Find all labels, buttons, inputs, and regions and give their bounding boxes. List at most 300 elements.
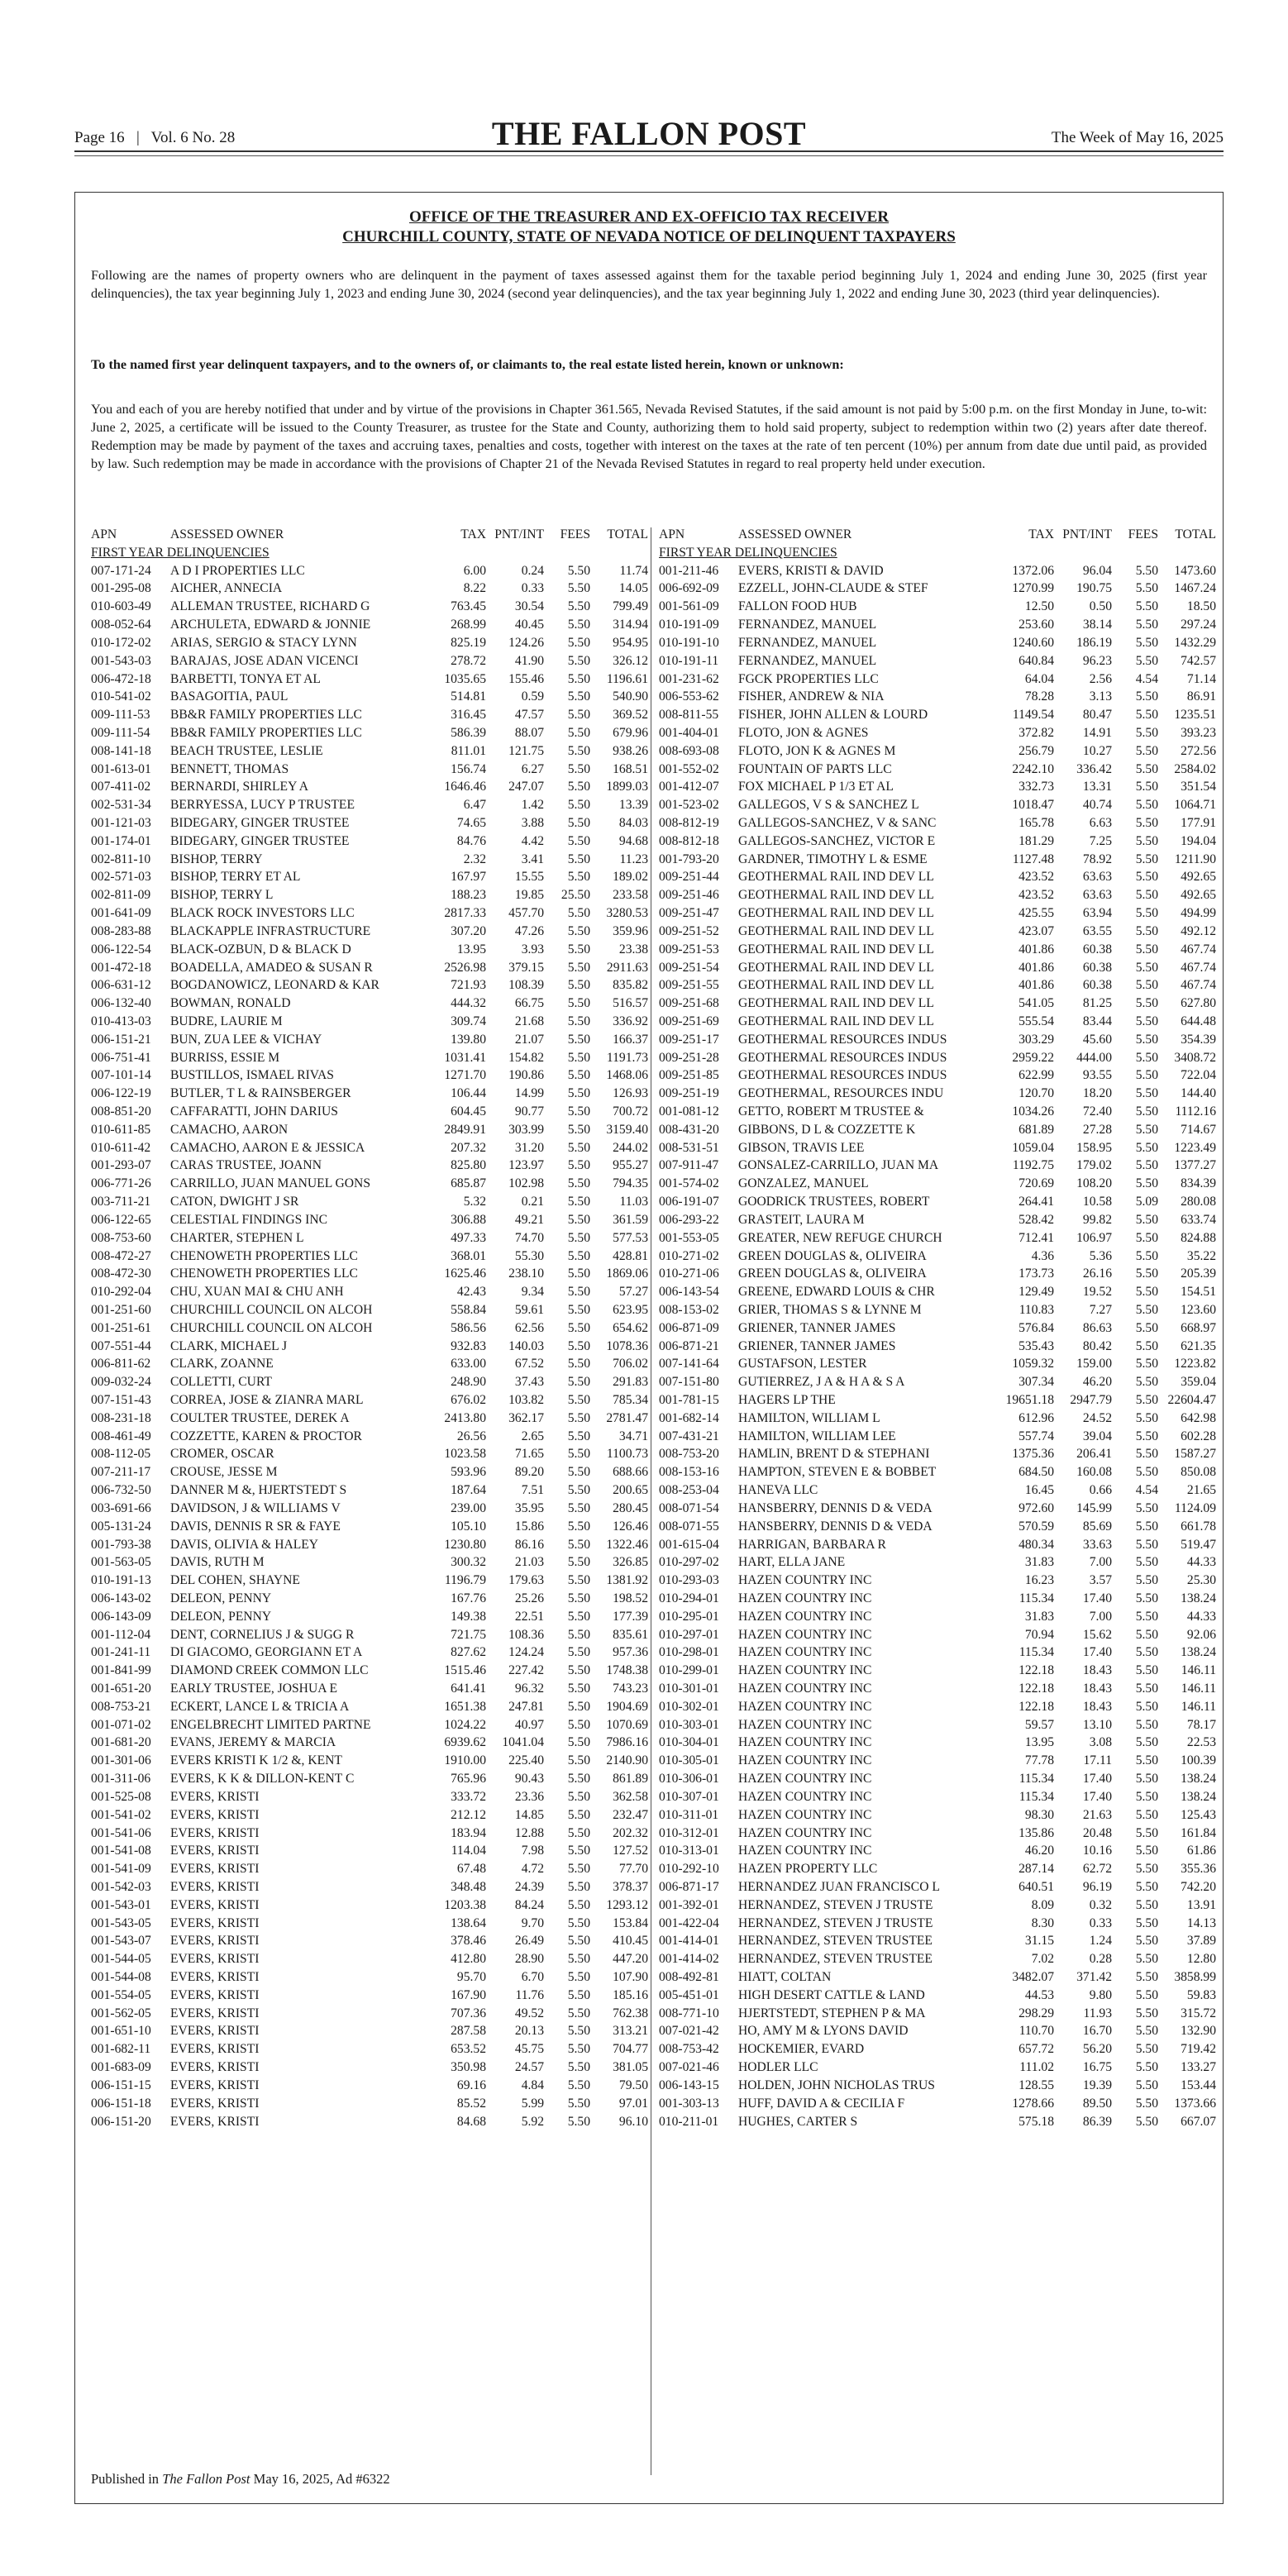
apn-cell: 008-851-20 — [91, 1104, 151, 1119]
apn-cell: 007-431-21 — [659, 1429, 719, 1443]
owner-cell: GEOTHERMAL RAIL IND DEV LL — [738, 978, 934, 993]
pnt-cell: 20.48 — [1082, 1825, 1112, 1840]
apn-cell: 006-122-65 — [91, 1212, 151, 1227]
table-row — [659, 1788, 1219, 1806]
apn-cell: 007-101-14 — [91, 1068, 151, 1083]
fees-cell: 5.50 — [1135, 1248, 1158, 1263]
fees-cell: 5.50 — [1135, 1717, 1158, 1732]
table-row — [659, 2040, 1219, 2058]
total-cell: 1377.27 — [1174, 1158, 1216, 1173]
tax-cell: 423.52 — [1018, 888, 1054, 903]
fees-cell: 5.50 — [1135, 1862, 1158, 1877]
pnt-cell: 47.57 — [514, 708, 544, 723]
tax-cell: 316.45 — [451, 708, 486, 723]
tax-cell: 653.52 — [451, 2042, 486, 2057]
tax-cell: 78.28 — [1024, 689, 1054, 704]
apn-cell: 001-683-09 — [91, 2060, 151, 2075]
apn-cell: 006-871-09 — [659, 1320, 719, 1335]
fees-cell: 5.50 — [567, 1573, 590, 1588]
total-cell: 12.80 — [1186, 1952, 1216, 1967]
owner-header: ASSESSED OWNER — [170, 527, 284, 541]
table-row — [91, 1229, 651, 1247]
fees-cell: 5.50 — [567, 1500, 590, 1515]
pnt-cell: 38.14 — [1082, 618, 1112, 632]
table-row — [91, 851, 651, 869]
total-cell: 313.21 — [613, 2024, 648, 2039]
fees-cell: 5.50 — [567, 798, 590, 813]
table-row — [91, 670, 651, 689]
owner-cell: HAZEN COUNTRY INC — [738, 1807, 872, 1822]
pnt-cell: 96.04 — [1082, 563, 1112, 578]
tax-cell: 640.84 — [1018, 653, 1054, 668]
table-row — [91, 1031, 651, 1049]
apn-cell: 010-211-01 — [659, 2114, 719, 2129]
owner-cell: HAZEN COUNTRY INC — [738, 1772, 872, 1787]
tax-cell: 528.42 — [1018, 1212, 1054, 1227]
pnt-cell: 227.42 — [508, 1663, 544, 1678]
apn-cell: 007-411-02 — [91, 780, 151, 794]
owner-cell: CHARTER, STEPHEN L — [170, 1230, 304, 1245]
newspaper-title: THE FALLON POST — [491, 115, 807, 152]
tax-cell: 401.86 — [1018, 942, 1054, 956]
tax-cell: 1651.38 — [444, 1699, 486, 1714]
total-cell: 954.95 — [613, 635, 648, 650]
fees-cell: 5.50 — [567, 816, 590, 830]
pnt-cell: 362.17 — [508, 1410, 544, 1425]
apn-cell: 008-153-16 — [659, 1465, 719, 1480]
fees-cell: 5.50 — [1135, 1699, 1158, 1714]
pnt-cell: 6.27 — [521, 761, 544, 776]
table-row — [659, 1066, 1219, 1085]
owner-cell: GALLEGOS-SANCHEZ, V & SANC — [738, 816, 937, 830]
total-cell: 146.11 — [1181, 1663, 1216, 1678]
fees-cell: 5.50 — [1135, 2114, 1158, 2129]
tax-cell: 309.74 — [451, 1014, 486, 1028]
tax-cell: 187.64 — [451, 1483, 486, 1498]
total-cell: 642.98 — [1181, 1410, 1216, 1425]
apn-cell: 001-174-01 — [91, 833, 151, 848]
apn-cell: 008-693-08 — [659, 743, 719, 758]
table-row — [659, 1355, 1219, 1373]
table-row — [91, 1572, 651, 1590]
tax-cell: 115.34 — [1018, 1789, 1054, 1804]
fees-cell: 5.50 — [567, 1772, 590, 1787]
table-row — [659, 1410, 1219, 1428]
apn-cell: 009-251-19 — [659, 1086, 719, 1101]
table-row — [91, 562, 651, 580]
footer-suffix: May 16, 2025, Ad #6322 — [253, 2471, 390, 2487]
pnt-cell: 0.59 — [521, 689, 544, 704]
total-cell: 233.58 — [613, 888, 648, 903]
owner-cell: HAZEN COUNTRY INC — [738, 1717, 872, 1732]
tax-cell: 541.05 — [1018, 996, 1054, 1011]
total-cell: 7986.16 — [606, 1735, 648, 1750]
total-cell: 133.27 — [1181, 2060, 1216, 2075]
fees-cell: 5.50 — [567, 1158, 590, 1173]
fees-cell: 5.50 — [1135, 725, 1158, 740]
tax-cell: 8.30 — [1031, 1915, 1054, 1930]
apn-cell: 001-541-09 — [91, 1862, 151, 1877]
pnt-cell: 16.70 — [1082, 2024, 1112, 2039]
owner-cell: GEOTHERMAL RAIL IND DEV LL — [738, 942, 934, 956]
owner-cell: DAVIS, DENNIS R SR & FAYE — [170, 1519, 341, 1534]
tax-cell: 256.79 — [1018, 743, 1054, 758]
total-cell: 644.48 — [1181, 1014, 1216, 1028]
apn-cell: 006-132-40 — [91, 996, 151, 1011]
fees-cell: 5.50 — [567, 1519, 590, 1534]
table-row — [91, 1752, 651, 1770]
table-row — [91, 1518, 651, 1536]
pnt-cell: 46.20 — [1082, 1375, 1112, 1390]
tax-cell: 278.72 — [451, 653, 486, 668]
total-cell: 92.06 — [1186, 1627, 1216, 1642]
pnt-cell: 14.99 — [514, 1086, 544, 1101]
pnt-cell: 71.65 — [514, 1447, 544, 1462]
fees-cell: 5.50 — [567, 1879, 590, 1894]
total-cell: 679.96 — [613, 725, 648, 740]
owner-cell: FLOTO, JON K & AGNES M — [738, 743, 896, 758]
owner-cell: ARCHULETA, EDWARD & JONNIE — [170, 618, 371, 632]
pnt-cell: 5.92 — [521, 2114, 544, 2129]
table-row — [659, 1896, 1219, 1915]
table-row — [659, 1987, 1219, 2005]
apn-cell: 002-571-03 — [91, 870, 151, 885]
apn-cell: 001-422-04 — [659, 1915, 719, 1930]
fees-cell: 5.50 — [567, 725, 590, 740]
pnt-cell: 13.31 — [1082, 780, 1112, 794]
fees-cell: 5.50 — [567, 671, 590, 686]
pnt-cell: 3.13 — [1089, 689, 1112, 704]
apn-cell: 001-541-08 — [91, 1844, 151, 1858]
tax-cell: 1646.46 — [444, 780, 486, 794]
tax-cell: 1625.46 — [444, 1267, 486, 1281]
total-cell: 1381.92 — [606, 1573, 648, 1588]
fees-cell: 5.50 — [1135, 2077, 1158, 2092]
table-row — [91, 1463, 651, 1481]
owner-cell: GEOTHERMAL RAIL IND DEV LL — [738, 1014, 934, 1028]
total-cell: 688.66 — [613, 1465, 648, 1480]
tax-cell: 1910.00 — [444, 1753, 486, 1768]
fees-cell: 5.50 — [567, 1789, 590, 1804]
apn-cell: 009-251-85 — [659, 1068, 719, 1083]
fees-cell: 5.50 — [1135, 888, 1158, 903]
fees-cell: 5.50 — [1135, 942, 1158, 956]
pnt-cell: 63.55 — [1082, 923, 1112, 938]
fees-cell: 5.50 — [1135, 1789, 1158, 1804]
tax-cell: 110.70 — [1018, 2024, 1054, 2039]
total-cell: 633.74 — [1181, 1212, 1216, 1227]
fees-cell: 5.50 — [1135, 653, 1158, 668]
fees-cell: 4.54 — [1135, 671, 1158, 686]
fees-cell: 5.50 — [567, 1555, 590, 1570]
pnt-cell: 23.36 — [514, 1789, 544, 1804]
owner-cell: GEOTHERMAL RAIL IND DEV LL — [738, 960, 934, 975]
fees-cell: 5.50 — [1135, 1357, 1158, 1371]
total-cell: 44.33 — [1186, 1555, 1216, 1570]
table-row — [91, 1103, 651, 1121]
fees-cell: 5.50 — [567, 618, 590, 632]
fees-cell: 4.54 — [1135, 1483, 1158, 1498]
owner-cell: EVERS, KRISTI — [170, 1807, 260, 1822]
fees-cell: 5.50 — [567, 923, 590, 938]
table-row — [91, 1013, 651, 1031]
tax-cell: 156.74 — [451, 761, 486, 776]
owner-cell: ECKERT, LANCE L & TRICIA A — [170, 1699, 350, 1714]
table-row — [659, 1932, 1219, 1950]
total-cell: 77.70 — [618, 1862, 648, 1877]
fees-cell: 5.50 — [567, 960, 590, 975]
total-cell: 326.12 — [613, 653, 648, 668]
pnt-cell: 179.02 — [1076, 1158, 1112, 1173]
fees-cell: 5.50 — [1135, 563, 1158, 578]
fees-cell: 5.50 — [1135, 870, 1158, 885]
total-cell: 194.04 — [1181, 833, 1216, 848]
table-row — [91, 1373, 651, 1391]
owner-cell: HAZEN COUNTRY INC — [738, 1789, 872, 1804]
total-cell: 1100.73 — [606, 1447, 648, 1462]
fees-cell: 5.50 — [1135, 2096, 1158, 2111]
owner-cell: HIGH DESERT CATTLE & LAND — [738, 1987, 925, 2002]
total-cell: 1064.71 — [1174, 798, 1216, 813]
total-cell: 57.27 — [618, 1285, 648, 1300]
apn-cell: 008-472-27 — [91, 1248, 151, 1263]
issue-date: The Week of May 16, 2025 — [1051, 129, 1224, 146]
owner-cell: GEOTHERMAL RESOURCES INDUS — [738, 1050, 947, 1065]
table-row — [91, 742, 651, 761]
fees-cell: 5.50 — [1135, 1500, 1158, 1515]
fees-cell: 5.50 — [567, 1537, 590, 1552]
tax-cell: 122.18 — [1018, 1663, 1054, 1678]
total-cell: 1293.12 — [606, 1897, 648, 1912]
table-row — [659, 941, 1219, 959]
apn-cell: 008-283-88 — [91, 923, 151, 938]
owner-cell: GRIENER, TANNER JAMES — [738, 1338, 896, 1353]
fees-cell: 5.50 — [567, 743, 590, 758]
owner-cell: DAVIDSON, J & WILLIAMS V — [170, 1500, 341, 1515]
apn-cell: 010-191-13 — [91, 1573, 151, 1588]
fees-cell: 5.50 — [1135, 1320, 1158, 1335]
total-cell: 519.47 — [1181, 1537, 1216, 1552]
pnt-cell: 11.76 — [515, 1987, 544, 2002]
apn-cell: 009-251-17 — [659, 1032, 719, 1047]
owner-cell: EVERS, KRISTI — [170, 2024, 260, 2039]
total-cell: 96.10 — [618, 2114, 648, 2129]
apn-cell: 001-412-07 — [659, 780, 719, 794]
pnt-cell: 40.45 — [514, 618, 544, 632]
masthead-divider: | — [136, 129, 140, 146]
owner-cell: BARAJAS, JOSE ADAN VICENCI — [170, 653, 359, 668]
total-cell: 37.89 — [1186, 1934, 1216, 1949]
owner-cell: A D I PROPERTIES LLC — [170, 563, 305, 578]
tax-cell: 44.53 — [1024, 1987, 1054, 2002]
pnt-cell: 80.47 — [1082, 708, 1112, 723]
apn-cell: 001-251-60 — [91, 1302, 151, 1317]
total-cell: 850.08 — [1181, 1465, 1216, 1480]
fees-cell: 5.50 — [1135, 852, 1158, 866]
tax-cell: 575.18 — [1018, 2114, 1054, 2129]
table-row — [91, 1770, 651, 1788]
owner-cell: EVERS, K K & DILLON-KENT C — [170, 1772, 355, 1787]
tax-cell: 827.62 — [451, 1645, 486, 1660]
table-row — [659, 1085, 1219, 1103]
table-row — [91, 761, 651, 779]
tax-cell: 2242.10 — [1012, 761, 1054, 776]
table-row — [659, 814, 1219, 832]
pnt-cell: 444.00 — [1076, 1050, 1112, 1065]
owner-cell: BISHOP, TERRY — [170, 852, 263, 866]
fees-cell: 5.50 — [567, 852, 590, 866]
pnt-cell: 17.40 — [1082, 1591, 1112, 1605]
fees-cell: 5.50 — [567, 1357, 590, 1371]
table-row — [659, 1950, 1219, 1968]
left-column — [91, 526, 651, 2130]
apn-cell: 001-414-02 — [659, 1952, 719, 1967]
pnt-cell: 1.24 — [1089, 1934, 1112, 1949]
apn-cell: 008-531-51 — [659, 1140, 719, 1155]
fees-cell: 5.50 — [1135, 1447, 1158, 1462]
tax-cell: 6939.62 — [444, 1735, 486, 1750]
pnt-cell: 247.07 — [508, 780, 544, 794]
fees-cell: 5.50 — [1135, 816, 1158, 830]
total-cell: 22604.47 — [1167, 1393, 1216, 1407]
apn-cell: 007-021-46 — [659, 2060, 719, 2075]
total-cell: 11.03 — [619, 1195, 648, 1209]
owner-cell: GEOTHERMAL RAIL IND DEV LL — [738, 870, 934, 885]
total-cell: 3408.72 — [1174, 1050, 1216, 1065]
table-row — [91, 652, 651, 670]
owner-cell: BLACK ROCK INVESTORS LLC — [170, 906, 355, 921]
pnt-cell: 67.52 — [514, 1357, 544, 1371]
fees-cell: 5.50 — [1135, 2042, 1158, 2057]
apn-cell: 010-313-01 — [659, 1844, 719, 1858]
fees-cell: 5.50 — [1135, 1735, 1158, 1750]
fees-cell: 5.50 — [567, 780, 590, 794]
total-cell: 185.16 — [613, 1987, 648, 2002]
pnt-cell: 39.04 — [1082, 1429, 1112, 1443]
total-cell: 1078.36 — [606, 1338, 648, 1353]
apn-cell: 001-651-20 — [91, 1682, 151, 1696]
pnt-cell: 7.51 — [521, 1483, 544, 1498]
owner-cell: EVERS, KRISTI — [170, 1915, 260, 1930]
total-cell: 428.81 — [613, 1248, 648, 1263]
table-row — [659, 778, 1219, 796]
pnt-cell: 371.42 — [1076, 1970, 1112, 1984]
owner-cell: EVERS, KRISTI — [170, 2006, 260, 2020]
table-row — [659, 1662, 1219, 1680]
owner-cell: EVERS, KRISTI — [170, 2096, 260, 2111]
pnt-cell: 81.25 — [1082, 996, 1112, 1011]
total-cell: 668.97 — [1181, 1320, 1216, 1335]
tax-header: TAX — [1028, 527, 1054, 541]
pnt-cell: 108.39 — [508, 978, 544, 993]
fees-cell: 5.50 — [567, 1032, 590, 1047]
total-cell: 107.90 — [613, 1970, 648, 1984]
tax-cell: 3482.07 — [1012, 1970, 1054, 1984]
tax-cell: 1515.46 — [444, 1663, 486, 1678]
fees-cell: 5.50 — [567, 1302, 590, 1317]
tax-cell: 6.00 — [463, 563, 486, 578]
pnt-cell: 206.41 — [1076, 1447, 1112, 1462]
notice-heading-line1: OFFICE OF THE TREASURER AND EX-OFFICIO TAX RECEIVER — [408, 208, 890, 226]
table-row — [659, 1734, 1219, 1752]
pnt-cell: 26.16 — [1082, 1267, 1112, 1281]
total-cell: 1904.69 — [606, 1699, 648, 1714]
total-cell: 14.05 — [618, 581, 648, 596]
fees-cell: 5.50 — [567, 708, 590, 723]
fees-cell: 5.50 — [567, 2006, 590, 2020]
total-cell: 785.34 — [613, 1393, 648, 1407]
fees-cell: 5.50 — [567, 1663, 590, 1678]
tax-cell: 825.80 — [451, 1158, 486, 1173]
apn-cell: 010-297-02 — [659, 1555, 719, 1570]
owner-cell: BEACH TRUSTEE, LESLIE — [170, 743, 323, 758]
owner-cell: BB&R FAMILY PROPERTIES LLC — [170, 708, 362, 723]
table-row — [659, 1157, 1219, 1175]
total-cell: 86.91 — [1186, 689, 1216, 704]
apn-cell: 001-543-01 — [91, 1897, 151, 1912]
addressee-paragraph: To the named first year delinquent taxpayers, and to the owners of, or claimants to, the real estate listed herein, known or unknown: — [91, 357, 844, 372]
total-cell: 177.91 — [1181, 816, 1216, 830]
fees-cell: 5.50 — [1135, 1663, 1158, 1678]
masthead-rule-thin — [74, 155, 1224, 156]
apn-cell: 006-732-50 — [91, 1483, 151, 1498]
tax-cell: 1149.54 — [1012, 708, 1054, 723]
total-cell: 369.52 — [613, 708, 648, 723]
fees-cell: 5.50 — [1135, 1897, 1158, 1912]
fees-cell: 5.50 — [567, 1086, 590, 1101]
masthead-rule — [74, 150, 1224, 152]
tax-cell: 372.82 — [1018, 725, 1054, 740]
table-row — [659, 868, 1219, 886]
tax-cell: 16.45 — [1024, 1483, 1054, 1498]
tax-cell: 2959.22 — [1012, 1050, 1054, 1065]
tax-cell: 70.94 — [1024, 1627, 1054, 1642]
owner-cell: CATON, DWIGHT J SR — [170, 1195, 299, 1209]
tax-cell: 85.52 — [456, 2096, 486, 2111]
pnt-cell: 56.20 — [1082, 2042, 1112, 2057]
pnt-cell: 18.20 — [1082, 1086, 1112, 1101]
owner-cell: HOLDEN, JOHN NICHOLAS TRUS — [738, 2077, 935, 2092]
total-cell: 314.94 — [613, 618, 648, 632]
apn-cell: 006-871-17 — [659, 1879, 719, 1894]
total-cell: 1899.03 — [606, 780, 648, 794]
total-cell: 861.89 — [613, 1772, 648, 1787]
apn-cell: 007-911-47 — [659, 1158, 719, 1173]
table-row — [659, 1283, 1219, 1301]
tax-cell: 480.34 — [1018, 1537, 1054, 1552]
apn-cell: 010-191-09 — [659, 618, 719, 632]
pnt-cell: 5.36 — [1089, 1248, 1112, 1263]
fees-cell: 5.50 — [567, 996, 590, 1011]
total-cell: 84.03 — [618, 816, 648, 830]
owner-cell: DAVIS, RUTH M — [170, 1555, 265, 1570]
owner-cell: GREATER, NEW REFUGE CHURCH — [738, 1230, 942, 1245]
total-cell: 1473.60 — [1174, 563, 1216, 578]
owner-cell: GONSALEZ-CARRILLO, JUAN MA — [738, 1158, 939, 1173]
table-row — [91, 941, 651, 959]
fees-cell: 5.50 — [567, 1825, 590, 1840]
tax-cell: 167.97 — [451, 870, 486, 885]
section-label: FIRST YEAR DELINQUENCIES — [91, 545, 270, 560]
table-row — [659, 1049, 1219, 1067]
apn-cell: 010-305-01 — [659, 1753, 719, 1768]
tax-cell: 264.41 — [1018, 1195, 1054, 1209]
fees-cell: 5.50 — [1135, 1140, 1158, 1155]
pnt-cell: 124.26 — [508, 635, 544, 650]
table-row — [91, 1319, 651, 1338]
tax-cell: 712.41 — [1018, 1230, 1054, 1245]
apn-cell: 001-563-05 — [91, 1555, 151, 1570]
